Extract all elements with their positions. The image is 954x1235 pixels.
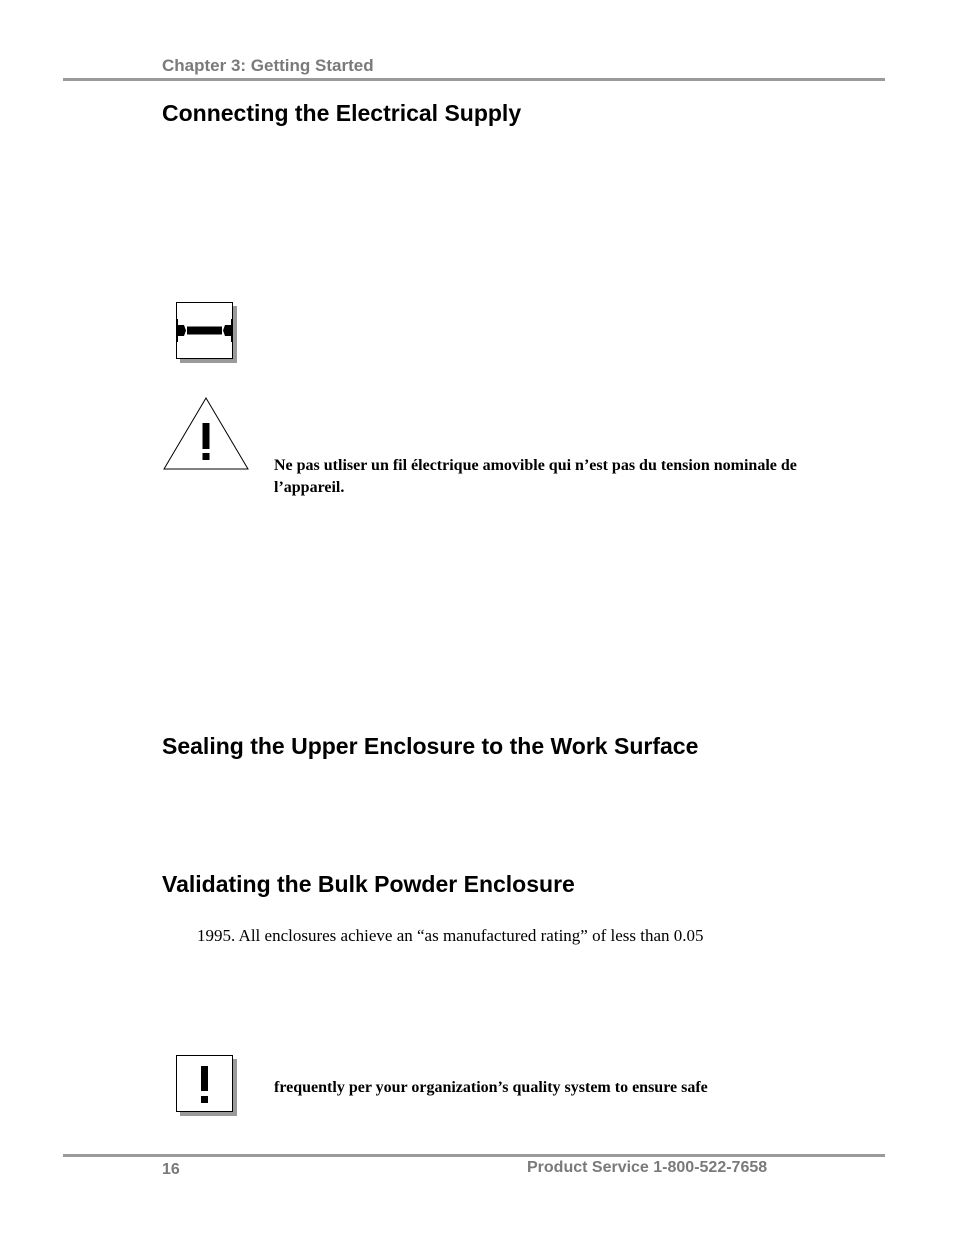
page-number: 16 bbox=[162, 1161, 180, 1178]
section-title-sealing: Sealing the Upper Enclosure to the Work Surface bbox=[162, 733, 699, 759]
footer-rule bbox=[63, 1154, 885, 1157]
warning-triangle-icon bbox=[163, 397, 249, 471]
exclamation-icon bbox=[176, 1055, 233, 1112]
warning-text: Ne pas utliser un fil électrique amovible qui n’est pas du tension nominale de l’appareil. bbox=[274, 457, 797, 496]
caution-text: frequently per your organization’s quality system to ensure safe bbox=[274, 1079, 708, 1096]
header-rule bbox=[63, 78, 885, 81]
body-paragraph: 1995. All enclosures achieve an “as manufactured rating” of less than 0.05 bbox=[197, 926, 704, 945]
wrench-icon bbox=[176, 302, 233, 359]
product-service-line: Product Service 1-800-522-7658 bbox=[527, 1159, 768, 1176]
section-title-electrical: Connecting the Electrical Supply bbox=[162, 100, 522, 126]
section-title-validating: Validating the Bulk Powder Enclosure bbox=[162, 871, 575, 897]
running-head: Chapter 3: Getting Started bbox=[162, 56, 374, 75]
